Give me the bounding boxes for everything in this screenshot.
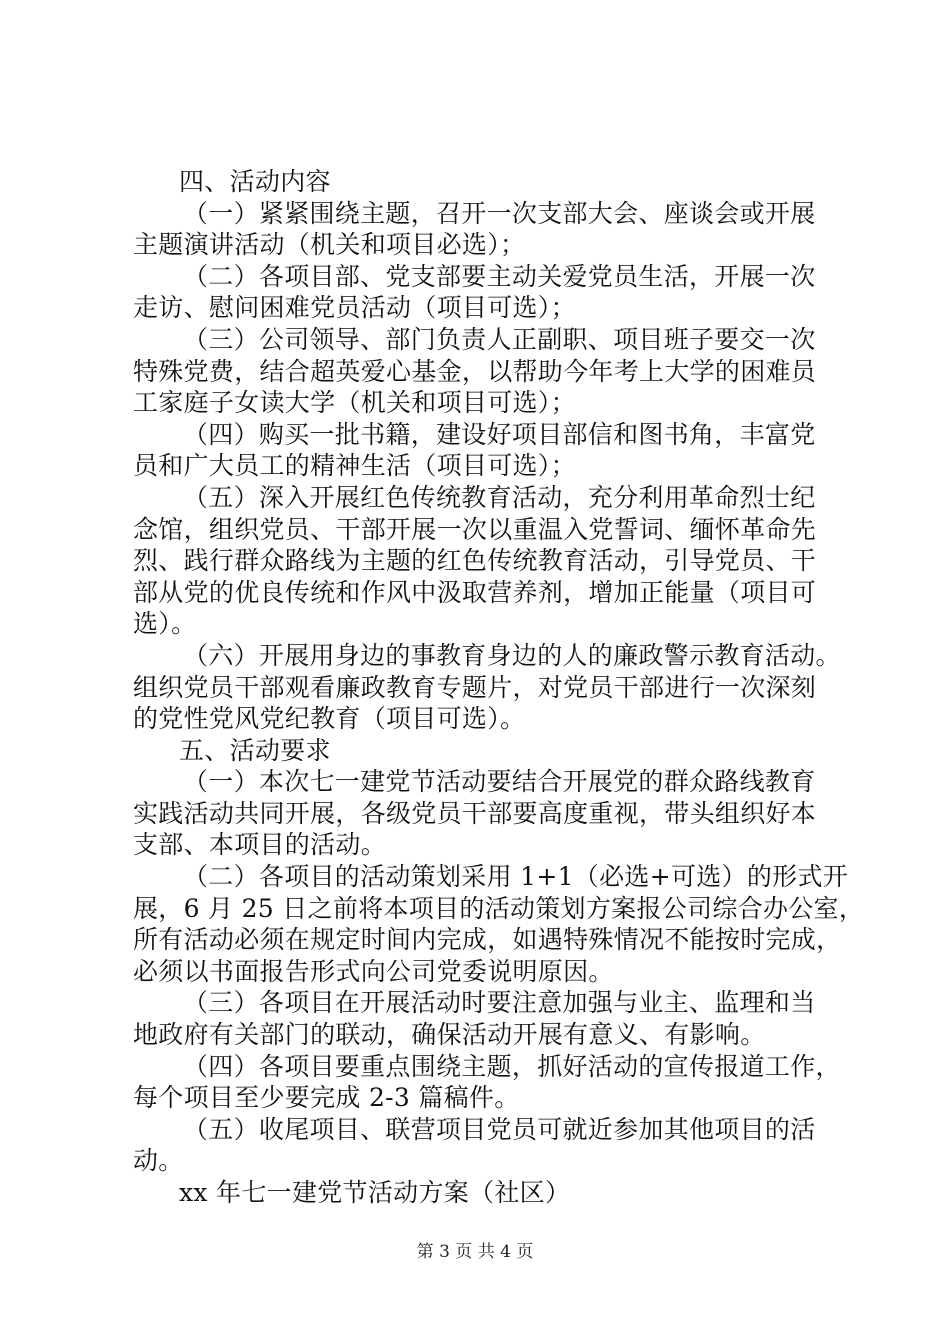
text-line: 主题演讲活动（机关和项目必选）； [133, 230, 526, 260]
document-body [133, 166, 865, 1209]
text-line: （二）各项目部、党支部要主动关爱党员生活，开展一次 [183, 261, 816, 291]
text-line: 念馆，组织党员、干部开展一次以重温入党誓词、缅怀革命先 [133, 514, 817, 544]
text-line: （六）开展用身边的事教育身边的人的廉政警示教育活动。 [183, 640, 841, 670]
text-line: （五）收尾项目、联营项目党员可就近参加其他项目的活 [183, 1114, 816, 1144]
text-line: （三）各项目在开展活动时要注意加强与业主、监理和当 [183, 988, 816, 1018]
text-line: （四）购买一批书籍，建设好项目部信和图书角，丰富党 [183, 419, 816, 449]
text-line: 烈、践行群众路线为主题的红色传统教育活动，引导党员、干 [133, 546, 817, 576]
text-line: 地政府有关部门的联动，确保活动开展有意义、有影响。 [133, 1020, 766, 1050]
text-line: （三）公司领导、部门负责人正副职、项目班子要交一次 [183, 324, 816, 354]
text-line: （四）各项目要重点围绕主题，抓好活动的宣传报道工作， [183, 1051, 841, 1081]
text-line: 特殊党费，结合超英爱心基金，以帮助今年考上大学的困难员 [133, 356, 817, 386]
text-line: 实践活动共同开展，各级党员干部要高度重视，带头组织好本 [133, 798, 817, 828]
text-line: 展，6 月 25 日之前将本项目的活动策划方案报公司综合办公室， [133, 893, 865, 923]
text-line: 部从党的优良传统和作风中汲取营养剂，增加正能量（项目可 [133, 577, 817, 607]
text-line: （一）紧紧围绕主题，召开一次支部大会、座谈会或开展 [183, 198, 816, 228]
text-line: 的党性党风党纪教育（项目可选）。 [133, 704, 526, 734]
text-line: 走访、慰问困难党员活动（项目可选）； [133, 293, 576, 323]
text-line: （二）各项目的活动策划采用 1+1（必选+可选）的形式开 [183, 862, 849, 892]
text-line: 员和广大员工的精神生活（项目可选）； [133, 451, 576, 481]
text-line: 组织党员干部观看廉政教育专题片，对党员干部进行一次深刻 [133, 672, 817, 702]
text-line: xx 年七一建党节活动方案（社区） [179, 1178, 571, 1207]
text-line: 选）。 [133, 609, 197, 639]
text-line: （五）深入开展红色传统教育活动，充分利用革命烈士纪 [183, 482, 816, 512]
page-footer: 第 3 页 共 4 页 [416, 1242, 534, 1262]
text-line: 四、活动内容 [179, 167, 331, 196]
text-line: 五、活动要求 [179, 735, 331, 765]
text-line: 每个项目至少要完成 2-3 篇稿件。 [133, 1083, 520, 1113]
text-line: 所有活动必须在规定时间内完成，如遇特殊情况不能按时完成， [133, 925, 842, 955]
text-line: （一）本次七一建党节活动要结合开展党的群众路线教育 [183, 767, 816, 797]
text-line: 必须以书面报告形式向公司党委说明原因。 [133, 956, 614, 986]
text-line: 工家庭子女读大学（机关和项目可选）； [133, 388, 576, 418]
text-line: 动。 [133, 1146, 184, 1176]
text-line: 支部、本项目的活动。 [133, 830, 387, 860]
